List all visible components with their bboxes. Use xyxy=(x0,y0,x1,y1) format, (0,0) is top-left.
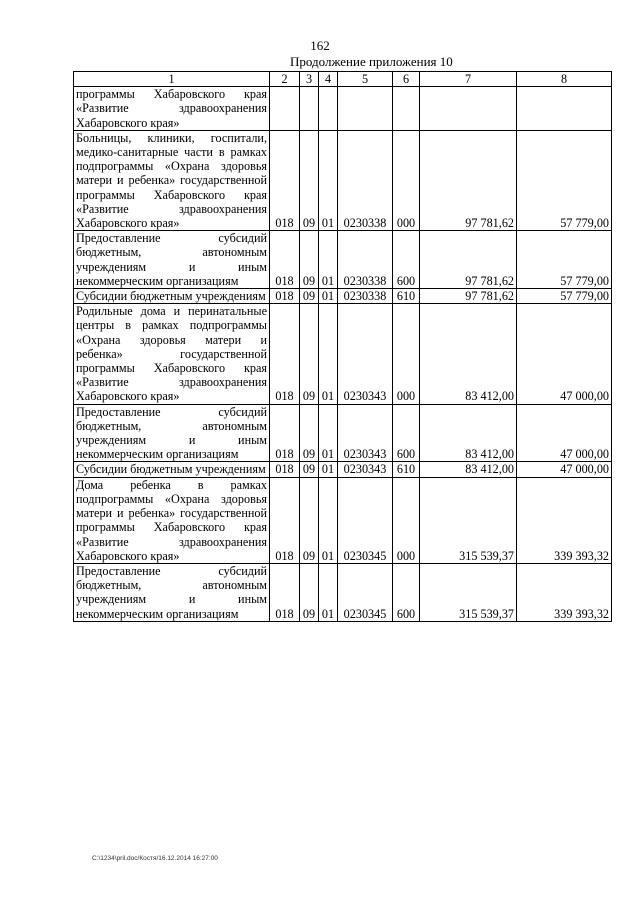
header-cell: 3 xyxy=(300,72,319,87)
cell-target-article: 0230343 xyxy=(338,404,393,462)
row-description: Субсидии бюджетным учреждениям xyxy=(74,289,270,304)
cell-section: 09 xyxy=(300,304,319,404)
cell-amount-2 xyxy=(517,87,612,131)
cell-ministry: 018 xyxy=(270,304,300,404)
header-cell: 4 xyxy=(319,72,338,87)
cell-subsection: 01 xyxy=(319,130,338,230)
cell-target-article: 0230338 xyxy=(338,231,393,289)
cell-amount-1: 97 781,62 xyxy=(420,130,517,230)
cell-ministry: 018 xyxy=(270,563,300,621)
cell-amount-1: 315 539,37 xyxy=(420,477,517,563)
cell-amount-2: 47 000,00 xyxy=(517,304,612,404)
cell-target-article: 0230345 xyxy=(338,563,393,621)
cell-subsection: 01 xyxy=(319,462,338,477)
cell-amount-1: 83 412,00 xyxy=(420,304,517,404)
cell-amount-1: 83 412,00 xyxy=(420,462,517,477)
cell-target-article: 0230338 xyxy=(338,289,393,304)
budget-table xyxy=(73,71,612,622)
header-cell: 7 xyxy=(420,72,517,87)
header-cell: 1 xyxy=(74,72,270,87)
row-description: Предоставление субсидий бюджетным, автономным учреждениям и иным некоммерческим организациям xyxy=(74,563,270,621)
cell-subsection: 01 xyxy=(319,477,338,563)
cell-amount-2: 47 000,00 xyxy=(517,404,612,462)
cell-target-article: 0230338 xyxy=(338,130,393,230)
cell-amount-1: 83 412,00 xyxy=(420,404,517,462)
cell-section: 09 xyxy=(300,404,319,462)
cell-subsection: 01 xyxy=(319,304,338,404)
cell-amount-2: 57 779,00 xyxy=(517,130,612,230)
table-row xyxy=(74,404,612,462)
cell-ministry xyxy=(270,87,300,131)
header-cell: 6 xyxy=(393,72,420,87)
row-description: Больницы, клиники, госпитали, медико-санитарные части в рамках подпрограммы «Охрана здоровья матери и ребенка» государственной программы Хабаровского края «Развитие здравоохранения Хабаровского края» xyxy=(74,130,270,230)
cell-expense-type: 000 xyxy=(393,304,420,404)
row-description: программы Хабаровского края «Развитие здравоохранения Хабаровского края» xyxy=(74,87,270,131)
header-cell: 2 xyxy=(270,72,300,87)
cell-amount-2: 57 779,00 xyxy=(517,231,612,289)
cell-expense-type: 000 xyxy=(393,130,420,230)
cell-amount-1: 97 781,62 xyxy=(420,289,517,304)
table-row xyxy=(74,477,612,563)
cell-subsection: 01 xyxy=(319,289,338,304)
cell-expense-type: 610 xyxy=(393,462,420,477)
table-row xyxy=(74,304,612,404)
cell-amount-2: 339 393,32 xyxy=(517,563,612,621)
cell-section: 09 xyxy=(300,289,319,304)
cell-target-article: 0230343 xyxy=(338,462,393,477)
cell-section: 09 xyxy=(300,130,319,230)
cell-target-article: 0230343 xyxy=(338,304,393,404)
continuation-label: Продолжение приложения 10 xyxy=(290,54,453,69)
cell-ministry: 018 xyxy=(270,404,300,462)
header-cell: 8 xyxy=(517,72,612,87)
cell-ministry: 018 xyxy=(270,477,300,563)
table-row xyxy=(74,289,612,304)
cell-amount-1 xyxy=(420,87,517,131)
cell-ministry: 018 xyxy=(270,231,300,289)
table-row xyxy=(74,462,612,477)
header-cell: 5 xyxy=(338,72,393,87)
cell-amount-2: 47 000,00 xyxy=(517,462,612,477)
cell-expense-type xyxy=(393,87,420,131)
cell-amount-2: 339 393,32 xyxy=(517,477,612,563)
cell-ministry: 018 xyxy=(270,462,300,477)
cell-amount-1: 315 539,37 xyxy=(420,563,517,621)
row-description: Предоставление субсидий бюджетным, автономным учреждениям и иным некоммерческим организациям xyxy=(74,231,270,289)
cell-section: 09 xyxy=(300,477,319,563)
page-number: 162 xyxy=(310,38,330,53)
row-description: Субсидии бюджетным учреждениям xyxy=(74,462,270,477)
row-description: Дома ребенка в рамках подпрограммы «Охрана здоровья матери и ребенка» государственной программы Хабаровского края «Развитие здравоохранения Хабаровского края» xyxy=(74,477,270,563)
cell-subsection: 01 xyxy=(319,231,338,289)
table-row xyxy=(74,231,612,289)
cell-amount-1: 97 781,62 xyxy=(420,231,517,289)
header-row xyxy=(74,72,612,87)
cell-subsection: 01 xyxy=(319,563,338,621)
cell-expense-type: 610 xyxy=(393,289,420,304)
cell-expense-type: 000 xyxy=(393,477,420,563)
file-path-footer: C:\1234\pril.doc/Костя/16.12.2014 16:27:00 xyxy=(92,855,218,862)
table-row xyxy=(74,563,612,621)
cell-target-article: 0230345 xyxy=(338,477,393,563)
cell-subsection: 01 xyxy=(319,404,338,462)
cell-ministry: 018 xyxy=(270,130,300,230)
cell-subsection xyxy=(319,87,338,131)
cell-expense-type: 600 xyxy=(393,404,420,462)
row-description: Родильные дома и перинатальные центры в рамках подпрограммы «Охрана здоровья матери и ребенка» государственной программы Хабаровского края «Развитие здравоохранения Хабаровского края» xyxy=(74,304,270,404)
cell-expense-type: 600 xyxy=(393,563,420,621)
cell-amount-2: 57 779,00 xyxy=(517,289,612,304)
cell-expense-type: 600 xyxy=(393,231,420,289)
table-row xyxy=(74,87,612,131)
row-description: Предоставление субсидий бюджетным, автономным учреждениям и иным некоммерческим организациям xyxy=(74,404,270,462)
cell-section: 09 xyxy=(300,462,319,477)
cell-target-article xyxy=(338,87,393,131)
table-row xyxy=(74,130,612,230)
cell-section: 09 xyxy=(300,563,319,621)
cell-ministry: 018 xyxy=(270,289,300,304)
cell-section xyxy=(300,87,319,131)
cell-section: 09 xyxy=(300,231,319,289)
